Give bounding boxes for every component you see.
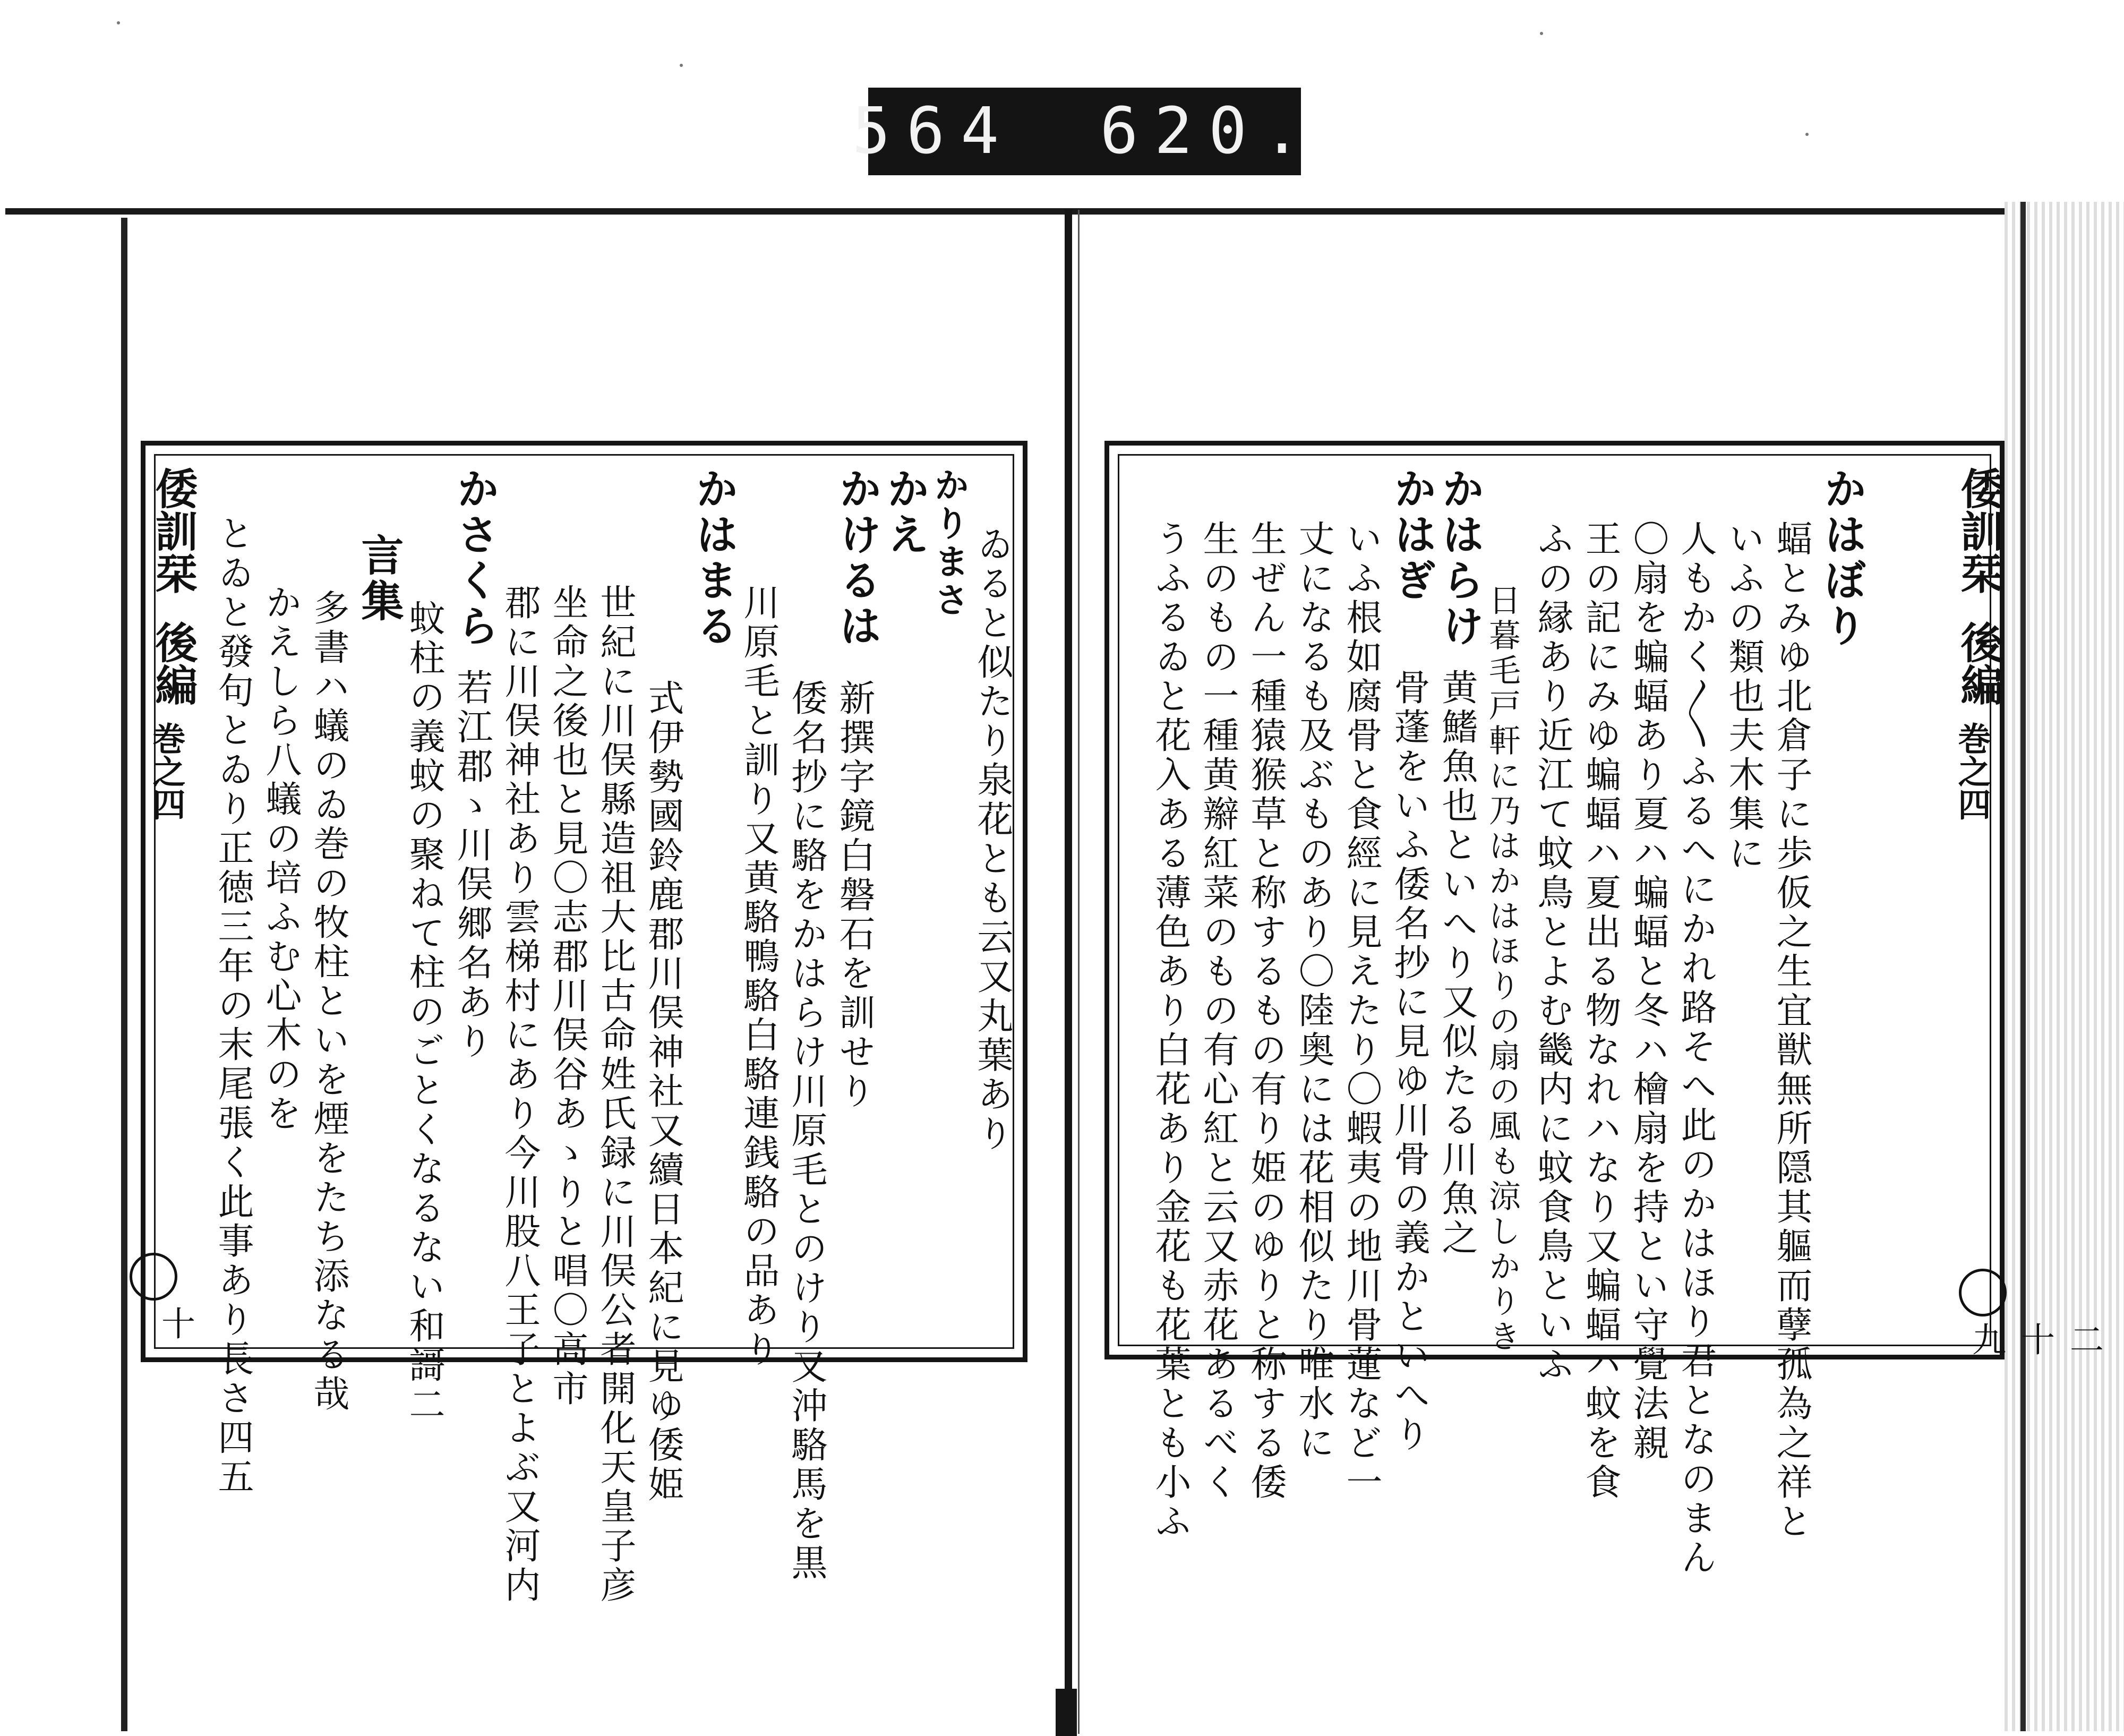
catalog-number-label xyxy=(852,88,1317,175)
left-heading-kakeruha: かけるは xyxy=(832,467,882,649)
catalog-number-right: 620. xyxy=(1100,95,1317,168)
scan-speck xyxy=(117,21,120,24)
right-page-fish-tail-mark xyxy=(1959,1269,2007,1316)
right-page-frame xyxy=(1104,441,2103,1578)
left-text-col-7: 坐命之後也と見〇志郡川俣谷あゝりと唱〇高市 xyxy=(546,584,588,1409)
right-text-col-1: 蝠とみゆ北倉子に歩仮之生宜獣無所隠其軀而孽孤為之祥と xyxy=(1770,520,1812,1542)
left-edge-rule xyxy=(121,218,127,1731)
right-text-col-8: 黄鰭魚也といへり又似たる川魚之 xyxy=(1436,669,1478,1258)
left-text-col-9: 式伊勢國鈴鹿郡川俣神社又續日本紀に見ゆ倭姫 xyxy=(642,679,684,1504)
left-page-number: 十 xyxy=(156,1306,195,1340)
scan-speck xyxy=(680,64,683,67)
left-heading-kari: かりまさ xyxy=(928,467,970,620)
scan-speck xyxy=(1540,32,1543,35)
right-page-section: 後編 xyxy=(1954,621,2003,706)
left-heading-kazakura: かさくら xyxy=(450,467,500,649)
left-text-col-12: 新撰字鏡白磐石を訓せり xyxy=(833,679,875,1111)
right-text-col-13: 生のもの一種黄辮紅菜のもの有心紅と云又赤花あるべく xyxy=(1197,520,1239,1502)
left-heading-kotoba-shu: 言集 xyxy=(354,533,404,625)
left-page-volume: 巻之四 xyxy=(147,722,186,820)
left-text-col-1: とゐと發句とゐり正徳三年の末尾張く此事あり長さ四五 xyxy=(212,515,254,1497)
right-text-col-12: 生ぜん一種猿猴草と称するもの有り姫のゆりと称する倭 xyxy=(1245,520,1287,1502)
left-page-fish-tail-mark xyxy=(130,1253,177,1301)
left-text-col-4: 蚊柱の義蚊の聚ねて柱のごとくなるない和謌二 xyxy=(403,600,445,1425)
right-heading-kahabori: かはぼり xyxy=(1817,467,1867,649)
right-page-header-title: 倭訓栞 xyxy=(1954,467,2003,594)
left-text-col-11: 倭名抄に駱をかはらけ川原毛とのけり又沖駱馬を黒 xyxy=(785,679,827,1583)
book-spine-shadow xyxy=(1078,210,1080,1734)
right-heading-kahagin: かはらけ xyxy=(1435,467,1485,649)
right-text-col-9: 骨蓬をいふ倭名抄に見ゆ川骨の義かといへり xyxy=(1388,669,1430,1455)
left-page-frame xyxy=(141,441,1027,1605)
right-text-col-4: 〇扇を蝙蝠あり夏ハ蝙蝠と冬ハ檜扇を持とい守覺法親 xyxy=(1627,520,1669,1463)
right-page-volume: 巻之四 xyxy=(1952,722,1991,820)
right-page-number: 二十九 xyxy=(1966,1322,2103,1356)
left-heading-kae: かえ xyxy=(880,467,930,558)
right-text-col-10: いふ根如腐骨と食經に見えたり〇蝦夷の地川骨蓮など一 xyxy=(1340,520,1382,1502)
left-page-section: 後編 xyxy=(148,621,198,706)
left-text-col-3: 多書ハ蟻のゐ巻の牧柱といを煙をたち添なる哉 xyxy=(307,589,349,1414)
right-text-col-7: 日暮毛戸軒に乃はかはほりの扇の風も涼しかりき xyxy=(1484,584,1521,1355)
left-heading-kahamaru: かはまる xyxy=(689,467,739,649)
right-text-col-2: いふの類也夫木集に xyxy=(1723,520,1765,874)
left-text-col-2: かえしら八蟻の培ふむ心木のを xyxy=(260,584,302,1134)
scan-speck xyxy=(1805,133,1809,136)
right-text-col-5: 王の記にみゆ蝙蝠ハ夏出る物なれハなり又蝙蝠ハ蚊を食 xyxy=(1579,520,1621,1502)
right-text-col-14: うふるゐと花入ある薄色あり白花あり金花も花葉とも小ふ xyxy=(1149,520,1191,1542)
left-page-header-title: 倭訓栞 xyxy=(148,467,198,594)
page-edge-rule xyxy=(2020,202,2026,1731)
right-text-col-6: ふの縁あり近江て蚊鳥とよむ畿内に蚊食鳥といふ xyxy=(1531,520,1573,1384)
book-spine xyxy=(1065,210,1072,1734)
left-text-col-8: 世紀に川俣縣造祖大比古命姓氏録に川俣公者開化天皇子彦 xyxy=(594,584,636,1605)
left-text-col-13: ゐると似たり泉花とも云又丸葉あり xyxy=(971,525,1013,1154)
left-text-col-10: 川原毛と訓り又黄駱鴨駱白駱連銭駱の品あり xyxy=(738,584,780,1370)
catalog-number-left: 564 xyxy=(852,95,1015,168)
right-text-col-11: 丈になるも及ぶものあり〇陸奥には花相似たり唯水に xyxy=(1292,520,1334,1463)
left-text-col-5: 若江郡ゝ川俣郷名あり xyxy=(451,669,493,1062)
left-text-col-6: 郡に川俣神社あり雲梯村にあり今川股八王子とよぶ又河内 xyxy=(499,584,541,1605)
right-text-col-3: 人もかく〱ふるへにかれ路そへ此のかはほり君となのまん xyxy=(1675,520,1717,1578)
right-heading-kahagi: かはぎ xyxy=(1387,467,1437,604)
spine-foot xyxy=(1056,1689,1077,1736)
